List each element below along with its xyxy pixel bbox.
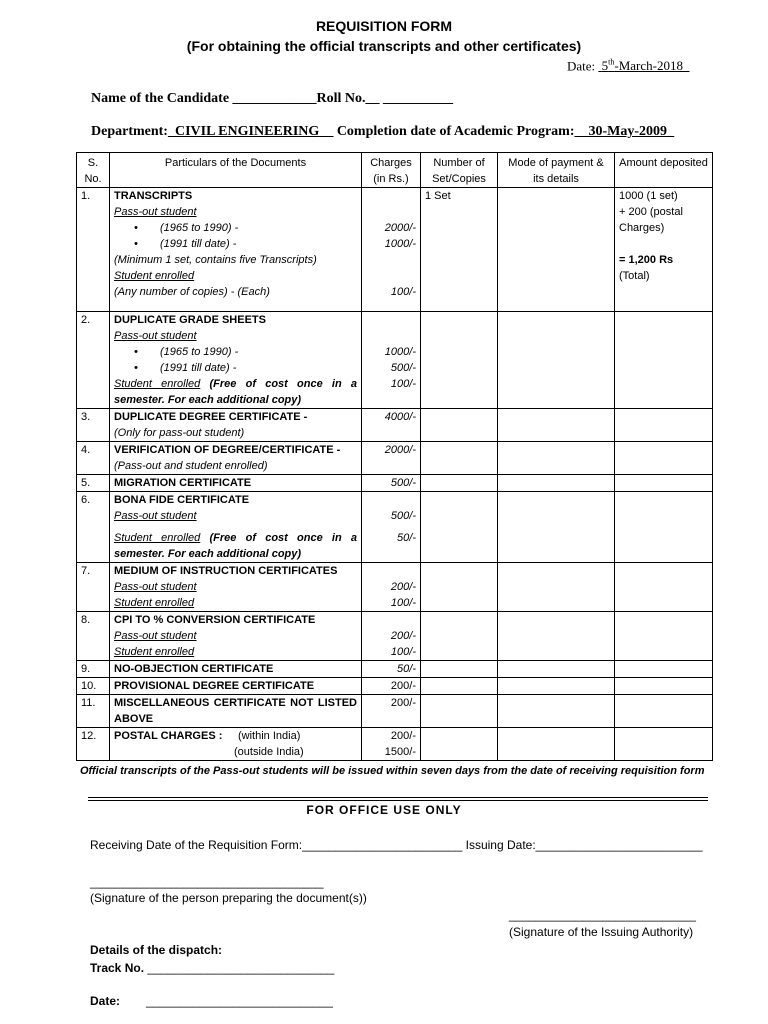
row-payment-mode[interactable]	[498, 678, 615, 695]
name-blank[interactable]: ____________	[232, 91, 317, 106]
row-payment-mode[interactable]	[498, 442, 615, 475]
row-particulars: BONA FIDE CERTIFICATE Pass-out student Student enrolled (Free of cost once in a semester. For each additional copy)	[110, 492, 362, 563]
row-payment-mode[interactable]	[498, 409, 615, 442]
form-subtitle: (For obtaining the official transcripts and other certificates)	[186, 38, 582, 54]
row-particulars: MIGRATION CERTIFICATE	[110, 475, 362, 492]
completion-label: Completion date of Academic Program:	[336, 124, 575, 139]
row-charges: 2000/- 1000/- 100/-	[362, 188, 421, 312]
table-row	[77, 188, 713, 312]
row-payment-mode[interactable]	[498, 475, 615, 492]
row-copies[interactable]	[421, 612, 498, 661]
requisition-table	[76, 152, 713, 761]
row-copies[interactable]	[421, 409, 498, 442]
row-copies[interactable]	[421, 728, 498, 761]
row-copies[interactable]	[421, 492, 498, 563]
row-charges: 200/- 1500/-	[362, 728, 421, 761]
row-copies[interactable]	[421, 661, 498, 678]
completion-value[interactable]: __30-May-2009_	[574, 124, 675, 139]
row-payment-mode[interactable]	[498, 312, 615, 409]
form-date	[567, 58, 689, 74]
row-charges: 200/-	[362, 678, 421, 695]
table-row	[77, 442, 713, 475]
row-amount[interactable]	[615, 695, 713, 728]
table-header-row	[77, 153, 713, 188]
table-row	[77, 661, 713, 678]
track-label: Track No.	[90, 961, 145, 975]
row-payment-mode[interactable]	[498, 492, 615, 563]
table-row	[77, 695, 713, 728]
separator-line	[88, 797, 708, 798]
row-charges: 2000/-	[362, 442, 421, 475]
preparer-signature-label: (Signature of the person preparing the document(s))	[90, 891, 367, 905]
row-number: 7.	[77, 563, 110, 612]
row-amount[interactable]: 1000 (1 set) + 200 (postal Charges) = 1,200 Rs (Total)	[615, 188, 713, 312]
row-particulars: NO-OBJECTION CERTIFICATE	[110, 661, 362, 678]
row-amount[interactable]	[615, 678, 713, 695]
row-amount[interactable]	[615, 492, 713, 563]
date-value: 5th-March-2018	[601, 58, 683, 74]
receiving-date-field[interactable]: ________________________	[302, 838, 463, 852]
candidate-line	[91, 91, 453, 107]
table-row	[77, 409, 713, 442]
authority-signature-field[interactable]: ____________________________	[509, 908, 696, 922]
row-copies[interactable]	[421, 475, 498, 492]
row-number: 3.	[77, 409, 110, 442]
row-payment-mode[interactable]	[498, 188, 615, 312]
authority-signature-label: (Signature of the Issuing Authority)	[509, 925, 694, 939]
row-charges: 1000/- 500/- 100/-	[362, 312, 421, 409]
row-number: 4.	[77, 442, 110, 475]
row-copies[interactable]	[421, 563, 498, 612]
row-charges: 50/-	[362, 661, 421, 678]
table-row	[77, 678, 713, 695]
row-particulars: CPI TO % CONVERSION CERTIFICATE Pass-out student Student enrolled	[110, 612, 362, 661]
row-charges: 500/- 50/-	[362, 492, 421, 563]
track-field[interactable]: ____________________________	[147, 961, 335, 975]
row-charges: 200/- 100/-	[362, 563, 421, 612]
row-copies[interactable]	[421, 678, 498, 695]
row-number: 8.	[77, 612, 110, 661]
row-copies[interactable]	[421, 312, 498, 409]
row-copies[interactable]	[421, 442, 498, 475]
row-particulars: VERIFICATION OF DEGREE/CERTIFICATE - (Pass-out and student enrolled)	[110, 442, 362, 475]
receiving-date-label: Receiving Date of the Requisition Form:	[90, 838, 303, 852]
header-amount: Amount deposited	[615, 153, 713, 188]
dispatch-date-field[interactable]: ____________________________	[146, 994, 333, 1008]
receiving-date-line	[90, 838, 703, 852]
row-copies[interactable]: 1 Set	[421, 188, 498, 312]
form-title: REQUISITION FORM	[315, 18, 453, 34]
row-particulars: POSTAL CHARGES : (within India) (outside India)	[110, 728, 362, 761]
table-row	[77, 492, 713, 563]
row-number: 6.	[77, 492, 110, 563]
row-payment-mode[interactable]	[498, 661, 615, 678]
row-amount[interactable]	[615, 563, 713, 612]
row-charges: 200/- 100/-	[362, 612, 421, 661]
row-payment-mode[interactable]	[498, 728, 615, 761]
table-row	[77, 475, 713, 492]
row-number: 9.	[77, 661, 110, 678]
row-amount[interactable]	[615, 728, 713, 761]
row-particulars: DUPLICATE GRADE SHEETS Pass-out student • (1965 to 1990) - • (1991 till date) - Student enrolled (Free of cost once in a semester. For each additional copy)	[110, 312, 362, 409]
header-sno: S. No.	[77, 153, 110, 188]
row-amount[interactable]	[615, 475, 713, 492]
header-copies: Number of Set/Copies	[421, 153, 498, 188]
row-amount[interactable]	[615, 661, 713, 678]
row-number: 2.	[77, 312, 110, 409]
dispatch-date-line	[90, 994, 333, 1008]
row-payment-mode[interactable]	[498, 695, 615, 728]
department-line	[91, 124, 674, 140]
row-charges: 200/-	[362, 695, 421, 728]
row-number: 10.	[77, 678, 110, 695]
roll-label: Roll No.	[316, 91, 366, 106]
table-row	[77, 312, 713, 409]
row-copies[interactable]	[421, 695, 498, 728]
row-number: 11.	[77, 695, 110, 728]
track-line	[90, 961, 334, 975]
row-number: 5.	[77, 475, 110, 492]
table-row	[77, 612, 713, 661]
date-label: Date:	[567, 58, 596, 74]
row-particulars: MISCELLANEOUS CERTIFICATE NOT LISTED ABOVE	[110, 695, 362, 728]
row-number: 12.	[77, 728, 110, 761]
department-label: Department:	[91, 124, 168, 139]
row-charges: 4000/-	[362, 409, 421, 442]
row-particulars: PROVISIONAL DEGREE CERTIFICATE	[110, 678, 362, 695]
row-amount[interactable]	[615, 409, 713, 442]
footnote: Official transcripts of the Pass-out students will be issued within seven days from the date of receiving requisition form	[80, 765, 705, 777]
row-particulars: TRANSCRIPTS Pass-out student • (1965 to 1990) - • (1991 till date) - (Minimum 1 set, contains five Transcripts) Student enrolled (Any number of copies) - (Each)	[110, 188, 362, 312]
name-label: Name of the Candidate	[91, 91, 230, 106]
header-charges: Charges (in Rs.)	[362, 153, 421, 188]
dispatch-heading: Details of the dispatch:	[90, 943, 223, 957]
row-number: 1.	[77, 188, 110, 312]
row-charges: 500/-	[362, 475, 421, 492]
separator-line	[88, 800, 708, 801]
dispatch-date-label: Date:	[90, 994, 121, 1008]
row-payment-mode[interactable]	[498, 612, 615, 661]
row-particulars: DUPLICATE DEGREE CERTIFICATE - (Only for pass-out student)	[110, 409, 362, 442]
roll-blank[interactable]: __ __________	[365, 91, 454, 106]
department-value[interactable]: _CIVIL ENGINEERING__	[167, 124, 334, 139]
header-particulars: Particulars of the Documents	[110, 153, 362, 188]
row-payment-mode[interactable]	[498, 563, 615, 612]
table-row	[77, 563, 713, 612]
row-particulars: MEDIUM OF INSTRUCTION CERTIFICATES Pass-out student Student enrolled	[110, 563, 362, 612]
row-amount[interactable]	[615, 312, 713, 409]
row-amount[interactable]	[615, 442, 713, 475]
issuing-date-field[interactable]: _________________________	[535, 838, 703, 852]
preparer-signature-field[interactable]: ___________________________________	[90, 875, 324, 889]
row-amount[interactable]	[615, 612, 713, 661]
table-row	[77, 728, 713, 761]
office-heading: FOR OFFICE USE ONLY	[306, 803, 462, 817]
issuing-date-label: Issuing Date:	[465, 838, 536, 852]
header-mode: Mode of payment & its details	[498, 153, 615, 188]
